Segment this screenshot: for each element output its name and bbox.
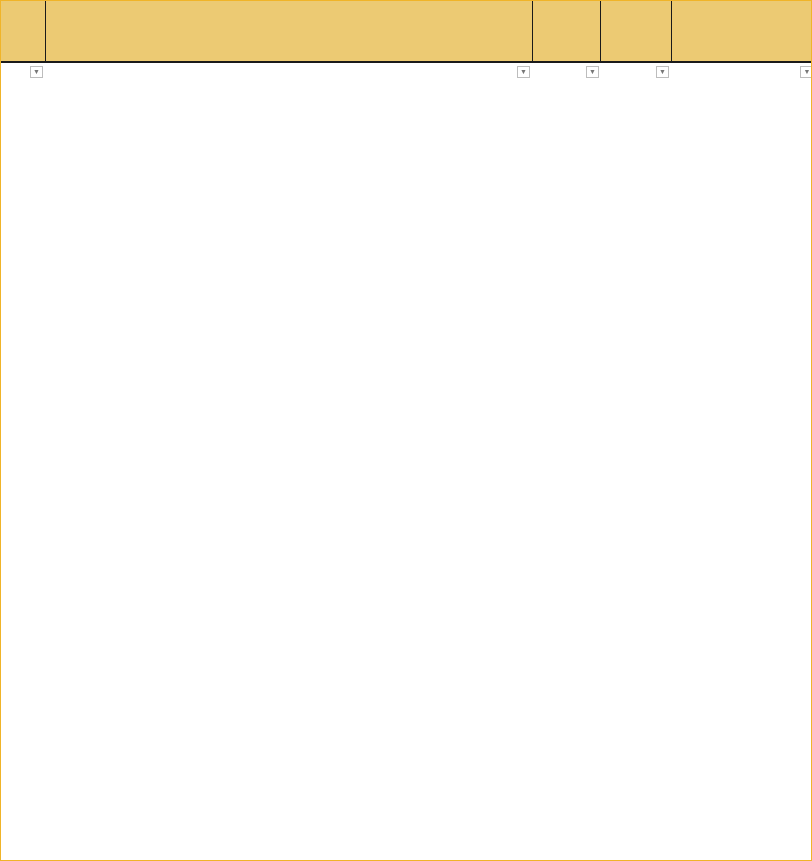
filter-num-dropdown-icon[interactable]: ▼	[30, 66, 43, 78]
header-fit-cell[interactable]	[533, 1, 601, 63]
header-tech-cell[interactable]	[601, 1, 672, 63]
header-row	[1, 1, 812, 63]
header-num-cell[interactable]	[1, 1, 46, 63]
filter-fit-dropdown-icon[interactable]: ▼	[586, 66, 599, 78]
filter-biz-dropdown-icon[interactable]: ▼	[800, 66, 812, 78]
header-idea-cell[interactable]	[46, 1, 533, 63]
filter-tech-dropdown-icon[interactable]: ▼	[656, 66, 669, 78]
header-biz-cell[interactable]	[672, 1, 812, 63]
filter-idea-dropdown-icon[interactable]: ▼	[517, 66, 530, 78]
